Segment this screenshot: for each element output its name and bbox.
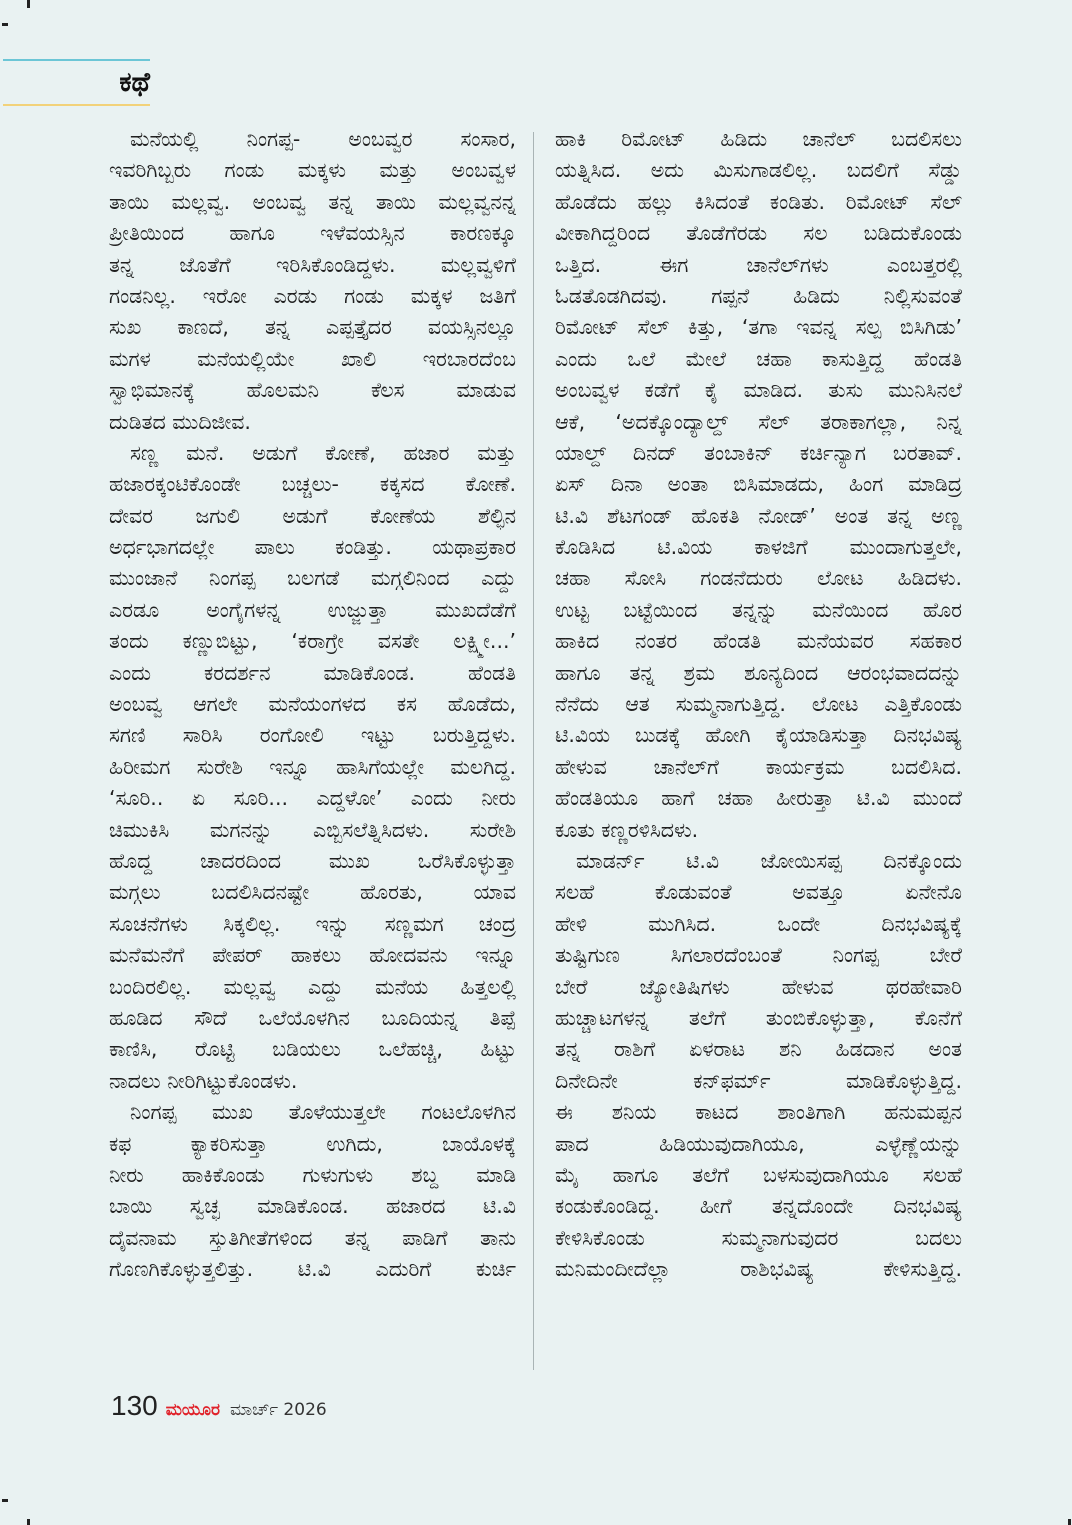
article-line: ಚಿಮುಕಿಸಿ ಮಗನನ್ನು ಎಬ್ಬಿಸಲೆತ್ನಿಸಿದಳು. ಸುರೇಶಿ: [109, 817, 516, 842]
article-line: ವೀಕಾಗಿದ್ದರಿಂದ ತೊಡೆಗೆರಡು ಸಲ ಬಡಿದುಕೊಂಡು: [555, 221, 962, 246]
article-line: ನೆನೆದು ಆತ ಸುಮ್ಮನಾಗುತ್ತಿದ್ದ. ಲೋಟ ಎತ್ತಿಕೊಂಡು: [555, 692, 962, 717]
article-line: ಚಹಾ ಸೋಸಿ ಗಂಡನೆದುರು ಲೋಟ ಹಿಡಿದಳು.: [555, 566, 962, 591]
article-line: ಸೂಚನೆಗಳು ಸಿಕ್ಕಲಿಲ್ಲ. ಇನ್ನು ಸಣ್ಣಮಗ ಚಂದ್ರ: [109, 911, 516, 936]
article-line: ನೀರು ಹಾಕಿಕೊಂಡು ಗುಳುಗುಳು ಶಬ್ದ ಮಾಡಿ: [109, 1162, 516, 1187]
article-line: ಕಾಣಿಸಿ, ರೊಟ್ಟಿ ಬಡಿಯಲು ಒಲೆಹಚ್ಚಿ, ಹಿಟ್ಟು: [109, 1037, 516, 1062]
article-line: ಇವರಿಗಿಬ್ಬರು ಗಂಡು ಮಕ್ಕಳು ಮತ್ತು ಅಂಬವ್ವಳ: [109, 158, 516, 183]
article-line: ಆಕೆ, ‘ಅದಕ್ಕೊಂದ್ಯಾಲ್ದ್ ಸೆಲ್ ತರಾಕಾಗಲ್ಲಾ, ನಿನ್ನ: [555, 409, 962, 434]
article-line: ಮನಿಮಂದೀದೆಲ್ಲಾ ರಾಶಿಭವಿಷ್ಯ ಕೇಳಿಸುತ್ತಿದ್ದ.: [555, 1257, 962, 1282]
article-line: ಓಡತೊಡಗಿದವು. ಗಪ್ಪನೆ ಹಿಡಿದು ನಿಲ್ಲಿಸುವಂತೆ: [555, 283, 962, 308]
article-line: ಸುಖ ಕಾಣದೆ, ತನ್ನ ಎಪ್ಪತ್ತೈದರ ವಯಸ್ಸಿನಲ್ಲೂ: [109, 315, 516, 340]
article-line: ಒತ್ತಿದ. ಈಗ ಚಾನೆಲ್‌ಗಳು ಎಂಬತ್ತರಲ್ಲಿ: [555, 252, 962, 277]
article-line: ಉಟ್ಟ ಬಟ್ಟೆಯಿಂದ ತನ್ನನ್ನು ಮನೆಯಿಂದ ಹೊರ: [555, 597, 962, 622]
article-line: ಮಗಳ ಮನೆಯಲ್ಲಿಯೇ ಖಾಲಿ ಇರಬಾರದೆಂಬ: [109, 346, 516, 371]
article-line: ಪಾದ ಹಿಡಿಯುವುದಾಗಿಯೂ, ಎಳ್ಳೆಣ್ಣೆಯನ್ನು: [555, 1131, 962, 1156]
article-line: ಹಜಾರಕ್ಕಂಟಿಕೊಂಡೇ ಬಚ್ಚಲು- ಕಕ್ಕಸದ ಕೋಣೆ.: [109, 472, 516, 497]
article-line: ಹೊದ್ದ ಚಾದರದಿಂದ ಮುಖ ಒರೆಸಿಕೊಳ್ಳುತ್ತಾ: [109, 848, 516, 873]
article-line: ತನ್ನ ಜೊತೆಗೆ ಇರಿಸಿಕೊಂಡಿದ್ದಳು. ಮಲ್ಲವ್ವಳಿಗೆ: [109, 252, 516, 277]
article-line: ಏಸ್ ದಿನಾ ಅಂತಾ ಬಿಸಿಮಾಡದು, ಹಿಂಗ ಮಾಡಿದ್ರ: [555, 472, 962, 497]
article-line: ಸಣ್ಣ ಮನೆ. ಅಡುಗೆ ಕೋಣೆ, ಹಜಾರ ಮತ್ತು: [130, 440, 516, 465]
section-header: [3, 58, 150, 108]
article-line: ಟಿ.ವಿಯ ಬುಡಕ್ಕೆ ಹೋಗಿ ಕೈಯಾಡಿಸುತ್ತಾ ದಿನಭವಿಷ್ಯ: [555, 723, 962, 748]
magazine-logo: ಮಯೂರ: [165, 1400, 220, 1420]
article-line: ಹೆಂಡತಿಯೂ ಹಾಗೆ ಚಹಾ ಹೀರುತ್ತಾ ಟಿ.ವಿ ಮುಂದೆ: [555, 786, 962, 811]
article-line: ರಿಮೋಟ್ ಸೆಲ್ ಕಿತ್ತು, ‘ತಗಾ ಇವನ್ನ ಸಲ್ಪ ಬಿಸಿಗಿಡು’: [555, 315, 962, 340]
article-line: ಗೊಣಗಿಕೊಳ್ಳುತ್ತಲಿತ್ತು. ಟಿ.ವಿ ಎದುರಿಗೆ ಕುರ್ಚಿ: [109, 1257, 516, 1282]
article-line: ಗಂಡನಿಲ್ಲ. ಇರೋ ಎರಡು ಗಂಡು ಮಕ್ಕಳ ಜತಿಗೆ: [109, 283, 516, 308]
article-line: ಅಂಬವ್ವ ಆಗಲೇ ಮನೆಯಂಗಳದ ಕಸ ಹೊಡೆದು,: [109, 692, 516, 717]
section-title: ಕಥೆ: [119, 67, 150, 98]
crop-mark: [1068, 1519, 1071, 1525]
section-rule-bottom: [3, 104, 150, 106]
article-line: ಪ್ರೀತಿಯಿಂದ ಹಾಗೂ ಇಳೆವಯಸ್ಸಿನ ಕಾರಣಕ್ಕೂ: [109, 221, 516, 246]
article-line: ಹೇಳುವ ಚಾನೆಲ್‌ಗೆ ಕಾರ್ಯಕ್ರಮ ಬದಲಿಸಿದ.: [555, 754, 962, 779]
article-line: ಮನೆಮನೆಗೆ ಪೇಪರ್ ಹಾಕಲು ಹೋದವನು ಇನ್ನೂ: [109, 943, 516, 968]
article-line: ಯಾಲ್ದ್ ದಿನದ್ ತಂಬಾಕಿನ್ ಕರ್ಚಿನ್ಯಾಗ ಬರತಾವ್.: [555, 440, 962, 465]
article-line: ಕೇಳಿಸಿಕೊಂಡು ಸುಮ್ಮನಾಗುವುದರ ಬದಲು: [555, 1225, 962, 1250]
article-line: ಮೈ ಹಾಗೂ ತಲೆಗೆ ಬಳಸುವುದಾಗಿಯೂ ಸಲಹೆ: [555, 1162, 962, 1187]
article-line: ಟಿ.ವಿ ಶೆಟಗಂಡ್ ಹೊಕತಿ ನೋಡ್’ ಅಂತ ತನ್ನ ಅಣ್ಣ: [555, 503, 962, 528]
article-line: ಸಲಹೆ ಕೊಡುವಂತೆ ಅವತ್ತೂ ಏನೇನೊ: [555, 880, 962, 905]
article-line: ಹುಚ್ಚಾಟಗಳನ್ನ ತಲೆಗೆ ತುಂಬಿಕೊಳ್ಳುತ್ತಾ, ಕೊನೆಗೆ: [555, 1005, 962, 1030]
article-line: ಕಫ ಕ್ಯಾಕರಿಸುತ್ತಾ ಉಗಿದು, ಬಾಯೊಳಕ್ಕೆ: [109, 1131, 516, 1156]
article-line: ನಿಂಗಪ್ಪ ಮುಖ ತೊಳೆಯುತ್ತಲೇ ಗಂಟಲೊಳಗಿನ: [130, 1100, 516, 1125]
article-line: ಮನೆಯಲ್ಲಿ ನಿಂಗಪ್ಪ- ಅಂಬವ್ವರ ಸಂಸಾರ,: [130, 127, 516, 151]
article-line: ಸ್ವಾಭಿಮಾನಕ್ಕೆ ಹೊಲಮನಿ ಕೆಲಸ ಮಾಡುವ: [109, 378, 516, 403]
article-line: ತುಷ್ಟಿಗುಣ ಸಿಗಲಾರದೆಂಬಂತೆ ನಿಂಗಪ್ಪ ಬೇರೆ: [555, 943, 962, 968]
crop-mark: [27, 0, 30, 8]
article-line: ಯತ್ನಿಸಿದ. ಅದು ಮಿಸುಗಾಡಲಿಲ್ಲ. ಬದಲಿಗೆ ಸೆಡ್ಡು: [555, 158, 962, 183]
article-line: ಎಂದು ಕರದರ್ಶನ ಮಾಡಿಕೊಂಡ. ಹೆಂಡತಿ: [109, 660, 516, 685]
article-line: ಬೇರೆ ಜ್ಯೋತಿಷಿಗಳು ಹೇಳುವ ಥರಹೇವಾರಿ: [555, 974, 962, 999]
article-column-right: [555, 124, 962, 1285]
page-number: 130: [111, 1390, 158, 1421]
article-line: ಕಂಡುಕೊಂಡಿದ್ದ. ಹೀಗೆ ತನ್ನದೊಂದೇ ದಿನಭವಿಷ್ಯ: [555, 1194, 962, 1219]
section-rule-top: [3, 59, 150, 61]
article-line: ತಂದು ಕಣ್ಣುಬಿಟ್ಟು, ‘ಕರಾಗ್ರೇ ವಸತೇ ಲಕ್ಷ್ಮೀ...’: [109, 629, 516, 654]
article-line: ತನ್ನ ರಾಶಿಗೆ ಏಳರಾಟ ಶನಿ ಹಿಡದಾನ ಅಂತ: [555, 1037, 962, 1062]
article-line: ಹಿರೀಮಗ ಸುರೇಶಿ ಇನ್ನೂ ಹಾಸಿಗೆಯಲ್ಲೇ ಮಲಗಿದ್ದ.: [109, 754, 516, 779]
article-line: ಮಾಡರ್ನ್ ಟಿ.ವಿ ಜೋಯಿಸಪ್ಪ ದಿನಕ್ಕೊಂದು: [576, 848, 962, 873]
article-line: ದಿನೇದಿನೇ ಕನ್‌ಫರ್ಮ್ ಮಾಡಿಕೊಳ್ಳುತ್ತಿದ್ದ.: [555, 1068, 962, 1093]
article-line: ದುಡಿತದ ಮುದಿಜೀವ.: [109, 409, 251, 434]
article-line: ಅಂಬವ್ವಳ ಕಡೆಗೆ ಕೈ ಮಾಡಿದ. ತುಸು ಮುನಿಸಿನಲೆ: [555, 378, 962, 403]
article-line: ಎರಡೂ ಅಂಗೈಗಳನ್ನ ಉಜ್ಜುತ್ತಾ ಮುಖದೆಡೆಗೆ: [109, 597, 516, 622]
article-line: ದೇವರ ಜಗುಲಿ ಅಡುಗೆ ಕೋಣೆಯ ಶೆಲ್ಫಿನ: [109, 503, 516, 528]
article-line: ನಾದಲು ನೀರಿಗಿಟ್ಟುಕೊಂಡಳು.: [109, 1068, 298, 1093]
article-line: ಮುಂಜಾನೆ ನಿಂಗಪ್ಪ ಬಲಗಡೆ ಮಗ್ಗಲಿನಿಂದ ಎದ್ದು: [109, 566, 516, 591]
article-line: ಕೂತು ಕಣ್ಣರಳಿಸಿದಳು.: [555, 817, 699, 842]
article-line: ಹೊಡೆದು ಹಲ್ಲು ಕಿಸಿದಂತೆ ಕಂಡಿತು. ರಿಮೋಟ್ ಸೆಲ್: [555, 189, 962, 214]
article-line: ಬಂದಿರಲಿಲ್ಲ. ಮಲ್ಲವ್ವ ಎದ್ದು ಮನೆಯ ಹಿತ್ತಲಲ್ಲಿ: [109, 974, 516, 999]
page-footer: [111, 1390, 327, 1430]
article-line: ದೈವನಾಮ ಸ್ತುತಿಗೀತೆಗಳಿಂದ ತನ್ನ ಪಾಡಿಗೆ ತಾನು: [109, 1225, 516, 1250]
crop-mark: [2, 23, 8, 26]
issue-date: ಮಾರ್ಚ್ 2026: [229, 1400, 327, 1420]
article-line: ಹೇಳಿ ಮುಗಿಸಿದ. ಒಂದೇ ದಿನಭವಿಷ್ಯಕ್ಕೆ: [555, 911, 962, 936]
article-line: ಸಗಣಿ ಸಾರಿಸಿ ರಂಗೋಲಿ ಇಟ್ಟು ಬರುತ್ತಿದ್ದಳು.: [109, 723, 516, 748]
crop-mark: [27, 1519, 30, 1525]
article-line: ಬಾಯಿ ಸ್ವಚ್ಛ ಮಾಡಿಕೊಂಡ. ಹಜಾರದ ಟಿ.ವಿ: [109, 1194, 516, 1219]
article-line: ಅರ್ಧಭಾಗದಲ್ಲೇ ಪಾಲು ಕಂಡಿತ್ತು. ಯಥಾಪ್ರಕಾರ: [109, 535, 516, 560]
article-line: ತಾಯಿ ಮಲ್ಲವ್ವ. ಅಂಬವ್ವ ತನ್ನ ತಾಯಿ ಮಲ್ಲವ್ವನನ್ನ: [109, 189, 516, 214]
article-line: ಮಗ್ಗಲು ಬದಲಿಸಿದನಷ್ಟೇ ಹೊರತು, ಯಾವ: [109, 880, 516, 905]
article-line: ಹಾಕಿ ರಿಮೋಟ್ ಹಿಡಿದು ಚಾನೆಲ್ ಬದಲಿಸಲು: [555, 127, 962, 151]
article-line: ಎಂದು ಒಲೆ ಮೇಲೆ ಚಹಾ ಕಾಸುತ್ತಿದ್ದ ಹೆಂಡತಿ: [555, 346, 962, 371]
article-line: ಈ ಶನಿಯ ಕಾಟದ ಶಾಂತಿಗಾಗಿ ಹನುಮಪ್ಪನ: [555, 1100, 962, 1125]
article-line: ಹಾಗೂ ತನ್ನ ಶ್ರಮ ಶೂನ್ಯದಿಂದ ಆರಂಭವಾದದನ್ನು: [555, 660, 962, 685]
article-line: ಹೂಡಿದ ಸೌದೆ ಒಲೆಯೊಳಗಿನ ಬೂದಿಯನ್ನ ತಿಪ್ಪೆ: [109, 1005, 516, 1030]
article-line: ಕೊಡಿಸಿದ ಟಿ.ವಿಯ ಕಾಳಜಿಗೆ ಮುಂದಾಗುತ್ತಲೇ,: [555, 535, 962, 560]
article-line: ಹಾಕಿದ ನಂತರ ಹೆಂಡತಿ ಮನೆಯವರ ಸಹಕಾರ: [555, 629, 962, 654]
column-divider: [533, 132, 534, 1370]
crop-mark: [2, 1499, 8, 1502]
article-column-left: [109, 124, 516, 1285]
article-line: ‘ಸೂರಿ.. ಏ ಸೂರಿ... ಎದ್ದಳೋ’ ಎಂದು ನೀರು: [109, 786, 516, 811]
